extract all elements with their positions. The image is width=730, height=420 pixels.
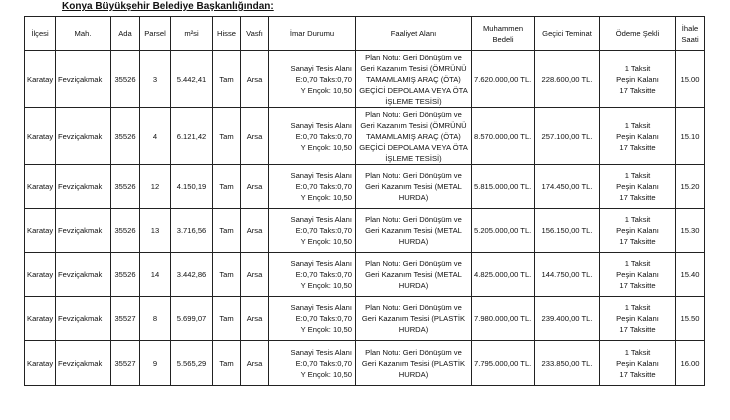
- odeme-line: 17 Taksitte: [619, 325, 656, 334]
- cell-bedel: 7.795.000,00 TL.: [472, 341, 535, 386]
- cell-parsel: 3: [140, 51, 171, 108]
- imar-line: E:0,70 Taks:0,70: [295, 74, 352, 84]
- cell-imar: [269, 341, 356, 386]
- cell-hisse: Tam: [213, 51, 241, 108]
- cell-ada: 35527: [111, 297, 140, 341]
- header-m2: m²si: [171, 17, 213, 51]
- cell-mah: Fevziçakmak: [56, 165, 111, 209]
- cell-odeme: [600, 51, 676, 108]
- cell-ilce: Karatay: [25, 165, 56, 209]
- cell-vasfi: Arsa: [241, 209, 269, 253]
- table-row: [25, 108, 705, 165]
- cell-hisse: Tam: [213, 108, 241, 165]
- cell-ilce: Karatay: [25, 297, 56, 341]
- cell-imar: [269, 108, 356, 165]
- odeme-line: Peşin Kalanı: [616, 270, 659, 279]
- odeme-line: Peşin Kalanı: [616, 131, 659, 141]
- cell-saat: 15.00: [676, 51, 705, 108]
- imar-line: Sanayi Tesis Alanı: [290, 347, 352, 357]
- odeme-line: 17 Taksitte: [619, 142, 656, 152]
- imar-line: Sanayi Tesis Alanı: [290, 171, 352, 180]
- cell-ada: 35527: [111, 341, 140, 386]
- faaliyet-line: HURDA): [398, 193, 429, 202]
- cell-bedel: 7.620.000,00 TL.: [472, 51, 535, 108]
- odeme-line: 1 Taksit: [624, 347, 651, 357]
- table-row: [25, 341, 705, 386]
- odeme-line: 17 Taksitte: [619, 193, 656, 202]
- imar-line: Y Ençok: 10,50: [300, 142, 352, 152]
- cell-saat: 15.10: [676, 108, 705, 165]
- cell-odeme: [600, 108, 676, 165]
- header-imar: İmar Durumu: [269, 17, 356, 51]
- auction-table: [24, 16, 705, 386]
- cell-vasfi: Arsa: [241, 51, 269, 108]
- cell-imar: [269, 165, 356, 209]
- header-parsel: Parsel: [140, 17, 171, 51]
- cell-ada: 35526: [111, 165, 140, 209]
- cell-faaliyet: [356, 297, 472, 341]
- cell-saat: 16.00: [676, 341, 705, 386]
- table-row: [25, 253, 705, 297]
- cell-m2: 5.699,07: [171, 297, 213, 341]
- header-hisse: Hisse: [213, 17, 241, 51]
- odeme-line: 1 Taksit: [624, 259, 651, 268]
- cell-teminat: 144.750,00 TL.: [535, 253, 600, 297]
- cell-parsel: 8: [140, 297, 171, 341]
- cell-hisse: Tam: [213, 165, 241, 209]
- cell-mah: Fevziçakmak: [56, 253, 111, 297]
- imar-line: E:0,70 Taks:0,70: [295, 226, 352, 235]
- odeme-line: Peşin Kalanı: [616, 74, 659, 84]
- cell-bedel: 7.980.000,00 TL.: [472, 297, 535, 341]
- cell-saat: 15.20: [676, 165, 705, 209]
- cell-ilce: Karatay: [25, 253, 56, 297]
- cell-imar: [269, 297, 356, 341]
- cell-ada: 35526: [111, 51, 140, 108]
- table-row: [25, 297, 705, 341]
- faaliyet-line: GEÇİCİ DEPOLAMA VEYA ÖTA: [359, 85, 468, 95]
- cell-hisse: Tam: [213, 341, 241, 386]
- faaliyet-line: TAMAMLAMIŞ ARAÇ (ÖTA): [366, 131, 461, 141]
- faaliyet-line: Geri Kazanım Tesisi (METAL: [365, 226, 462, 235]
- cell-parsel: 14: [140, 253, 171, 297]
- odeme-line: 1 Taksit: [624, 63, 651, 73]
- odeme-line: 17 Taksitte: [619, 281, 656, 290]
- cell-mah: Fevziçakmak: [56, 209, 111, 253]
- cell-bedel: 5.205.000,00 TL.: [472, 209, 535, 253]
- header-bedel-line-2: Bedeli: [492, 34, 514, 44]
- faaliyet-line: HURDA): [398, 325, 429, 334]
- cell-hisse: Tam: [213, 297, 241, 341]
- cell-m2: 3.716,56: [171, 209, 213, 253]
- cell-hisse: Tam: [213, 253, 241, 297]
- header-saat-line-2: Saati: [681, 34, 699, 44]
- cell-mah: Fevziçakmak: [56, 341, 111, 386]
- imar-line: Y Ençok: 10,50: [300, 193, 352, 202]
- odeme-line: Peşin Kalanı: [616, 226, 659, 235]
- faaliyet-line: GEÇİCİ DEPOLAMA VEYA ÖTA: [359, 142, 468, 152]
- header-faaliyet: Faaliyet Alanı: [356, 17, 472, 51]
- cell-odeme: [600, 209, 676, 253]
- odeme-line: 1 Taksit: [624, 303, 651, 312]
- cell-bedel: 8.570.000,00 TL.: [472, 108, 535, 165]
- faaliyet-line: HURDA): [398, 281, 429, 290]
- cell-vasfi: Arsa: [241, 297, 269, 341]
- cell-ilce: Karatay: [25, 341, 56, 386]
- cell-parsel: 12: [140, 165, 171, 209]
- faaliyet-line: Plan Notu: Geri Dönüşüm ve: [365, 171, 462, 180]
- imar-line: Sanayi Tesis Alanı: [290, 63, 352, 73]
- cell-m2: 5.442,41: [171, 51, 213, 108]
- cell-faaliyet: [356, 165, 472, 209]
- faaliyet-line: Plan Notu: Geri Dönüşüm ve: [365, 347, 462, 357]
- faaliyet-line: Plan Notu: Geri Dönüşüm ve: [365, 109, 462, 119]
- odeme-line: Peşin Kalanı: [616, 314, 659, 323]
- odeme-line: 1 Taksit: [624, 120, 651, 130]
- header-mah: Mah.: [56, 17, 111, 51]
- imar-line: Sanayi Tesis Alanı: [290, 259, 352, 268]
- cell-vasfi: Arsa: [241, 341, 269, 386]
- imar-line: Sanayi Tesis Alanı: [290, 303, 352, 312]
- cell-teminat: 257.100,00 TL.: [535, 108, 600, 165]
- table-header-row: [25, 17, 705, 51]
- cell-bedel: 5.815.000,00 TL.: [472, 165, 535, 209]
- imar-line: E:0,70 Taks:0,70: [295, 270, 352, 279]
- cell-ada: 35526: [111, 253, 140, 297]
- imar-line: Y Ençok: 10,50: [300, 237, 352, 246]
- imar-line: E:0,70 Taks:0,70: [295, 358, 352, 368]
- cell-m2: 4.150,19: [171, 165, 213, 209]
- cell-vasfi: Arsa: [241, 165, 269, 209]
- cell-vasfi: Arsa: [241, 108, 269, 165]
- imar-line: E:0,70 Taks:0,70: [295, 182, 352, 191]
- faaliyet-line: Plan Notu: Geri Dönüşüm ve: [365, 215, 462, 224]
- faaliyet-line: Geri Kazanım Tesisi (METAL: [365, 182, 462, 191]
- table-row: [25, 51, 705, 108]
- cell-odeme: [600, 165, 676, 209]
- cell-teminat: 233.850,00 TL.: [535, 341, 600, 386]
- cell-odeme: [600, 297, 676, 341]
- header-ilcesi: İlçesi: [25, 17, 56, 51]
- imar-line: Y Ençok: 10,50: [300, 325, 352, 334]
- table-row: [25, 165, 705, 209]
- cell-faaliyet: [356, 51, 472, 108]
- faaliyet-line: Geri Kazanım Tesisi (ÖMRÜNÜ: [360, 63, 467, 73]
- imar-line: E:0,70 Taks:0,70: [295, 314, 352, 323]
- cell-faaliyet: [356, 209, 472, 253]
- imar-line: Y Ençok: 10,50: [300, 85, 352, 95]
- cell-imar: [269, 209, 356, 253]
- cell-mah: Fevziçakmak: [56, 297, 111, 341]
- cell-hisse: Tam: [213, 209, 241, 253]
- faaliyet-line: Plan Notu: Geri Dönüşüm ve: [365, 52, 462, 62]
- cell-faaliyet: [356, 253, 472, 297]
- header-ada: Ada: [111, 17, 140, 51]
- cell-m2: 6.121,42: [171, 108, 213, 165]
- cell-teminat: 156.150,00 TL.: [535, 209, 600, 253]
- cell-imar: [269, 253, 356, 297]
- odeme-line: 17 Taksitte: [619, 369, 656, 379]
- header-bedel-line-1: Muhammen: [482, 23, 524, 33]
- imar-line: E:0,70 Taks:0,70: [295, 131, 352, 141]
- cell-ada: 35526: [111, 209, 140, 253]
- imar-line: Sanayi Tesis Alanı: [290, 120, 352, 130]
- faaliyet-line: TAMAMLAMIŞ ARAÇ (ÖTA): [366, 74, 461, 84]
- cell-saat: 15.40: [676, 253, 705, 297]
- cell-parsel: 13: [140, 209, 171, 253]
- cell-saat: 15.50: [676, 297, 705, 341]
- cell-faaliyet: [356, 341, 472, 386]
- faaliyet-line: Plan Notu: Geri Dönüşüm ve: [365, 259, 462, 268]
- header-odeme: Ödeme Şekli: [600, 17, 676, 51]
- odeme-line: 17 Taksitte: [619, 85, 656, 95]
- faaliyet-line: İŞLEME TESİSİ): [385, 96, 442, 106]
- faaliyet-line: Geri Kazanım Tesisi (METAL: [365, 270, 462, 279]
- cell-m2: 5.565,29: [171, 341, 213, 386]
- cell-parsel: 4: [140, 108, 171, 165]
- header-saat: [676, 17, 705, 51]
- header-saat-line-1: İhale: [681, 23, 699, 33]
- cell-bedel: 4.825.000,00 TL.: [472, 253, 535, 297]
- odeme-line: 1 Taksit: [624, 171, 651, 180]
- cell-odeme: [600, 341, 676, 386]
- cell-imar: [269, 51, 356, 108]
- cell-teminat: 228.600,00 TL.: [535, 51, 600, 108]
- faaliyet-line: HURDA): [398, 237, 429, 246]
- cell-vasfi: Arsa: [241, 253, 269, 297]
- header-bedel: [472, 17, 535, 51]
- cell-mah: Fevziçakmak: [56, 108, 111, 165]
- cell-ilce: Karatay: [25, 108, 56, 165]
- faaliyet-line: Geri Kazanım Tesisi (ÖMRÜNÜ: [360, 120, 467, 130]
- cell-parsel: 9: [140, 341, 171, 386]
- faaliyet-line: İŞLEME TESİSİ): [385, 153, 442, 163]
- cell-saat: 15.30: [676, 209, 705, 253]
- cell-teminat: 174.450,00 TL.: [535, 165, 600, 209]
- imar-line: Sanayi Tesis Alanı: [290, 215, 352, 224]
- table-row: [25, 209, 705, 253]
- odeme-line: 1 Taksit: [624, 215, 651, 224]
- faaliyet-line: Geri Kazanım Tesisi (PLASTİK: [361, 358, 466, 368]
- cell-ada: 35526: [111, 108, 140, 165]
- cell-teminat: 239.400,00 TL.: [535, 297, 600, 341]
- imar-line: Y Ençok: 10,50: [300, 369, 352, 379]
- faaliyet-line: Geri Kazanım Tesisi (PLASTİK: [361, 314, 466, 323]
- odeme-line: 17 Taksitte: [619, 237, 656, 246]
- cell-mah: Fevziçakmak: [56, 51, 111, 108]
- cell-m2: 3.442,86: [171, 253, 213, 297]
- header-teminat: Geçici Teminat: [535, 17, 600, 51]
- faaliyet-line: Plan Notu: Geri Dönüşüm ve: [365, 303, 462, 312]
- odeme-line: Peşin Kalanı: [616, 182, 659, 191]
- imar-line: Y Ençok: 10,50: [300, 281, 352, 290]
- faaliyet-line: HURDA): [398, 369, 429, 379]
- cell-odeme: [600, 253, 676, 297]
- odeme-line: Peşin Kalanı: [616, 358, 659, 368]
- page-title: Konya Büyükşehir Belediye Başkanlığından:: [62, 1, 274, 12]
- cell-faaliyet: [356, 108, 472, 165]
- header-vasfi: Vasfı: [241, 17, 269, 51]
- cell-ilce: Karatay: [25, 209, 56, 253]
- cell-ilce: Karatay: [25, 51, 56, 108]
